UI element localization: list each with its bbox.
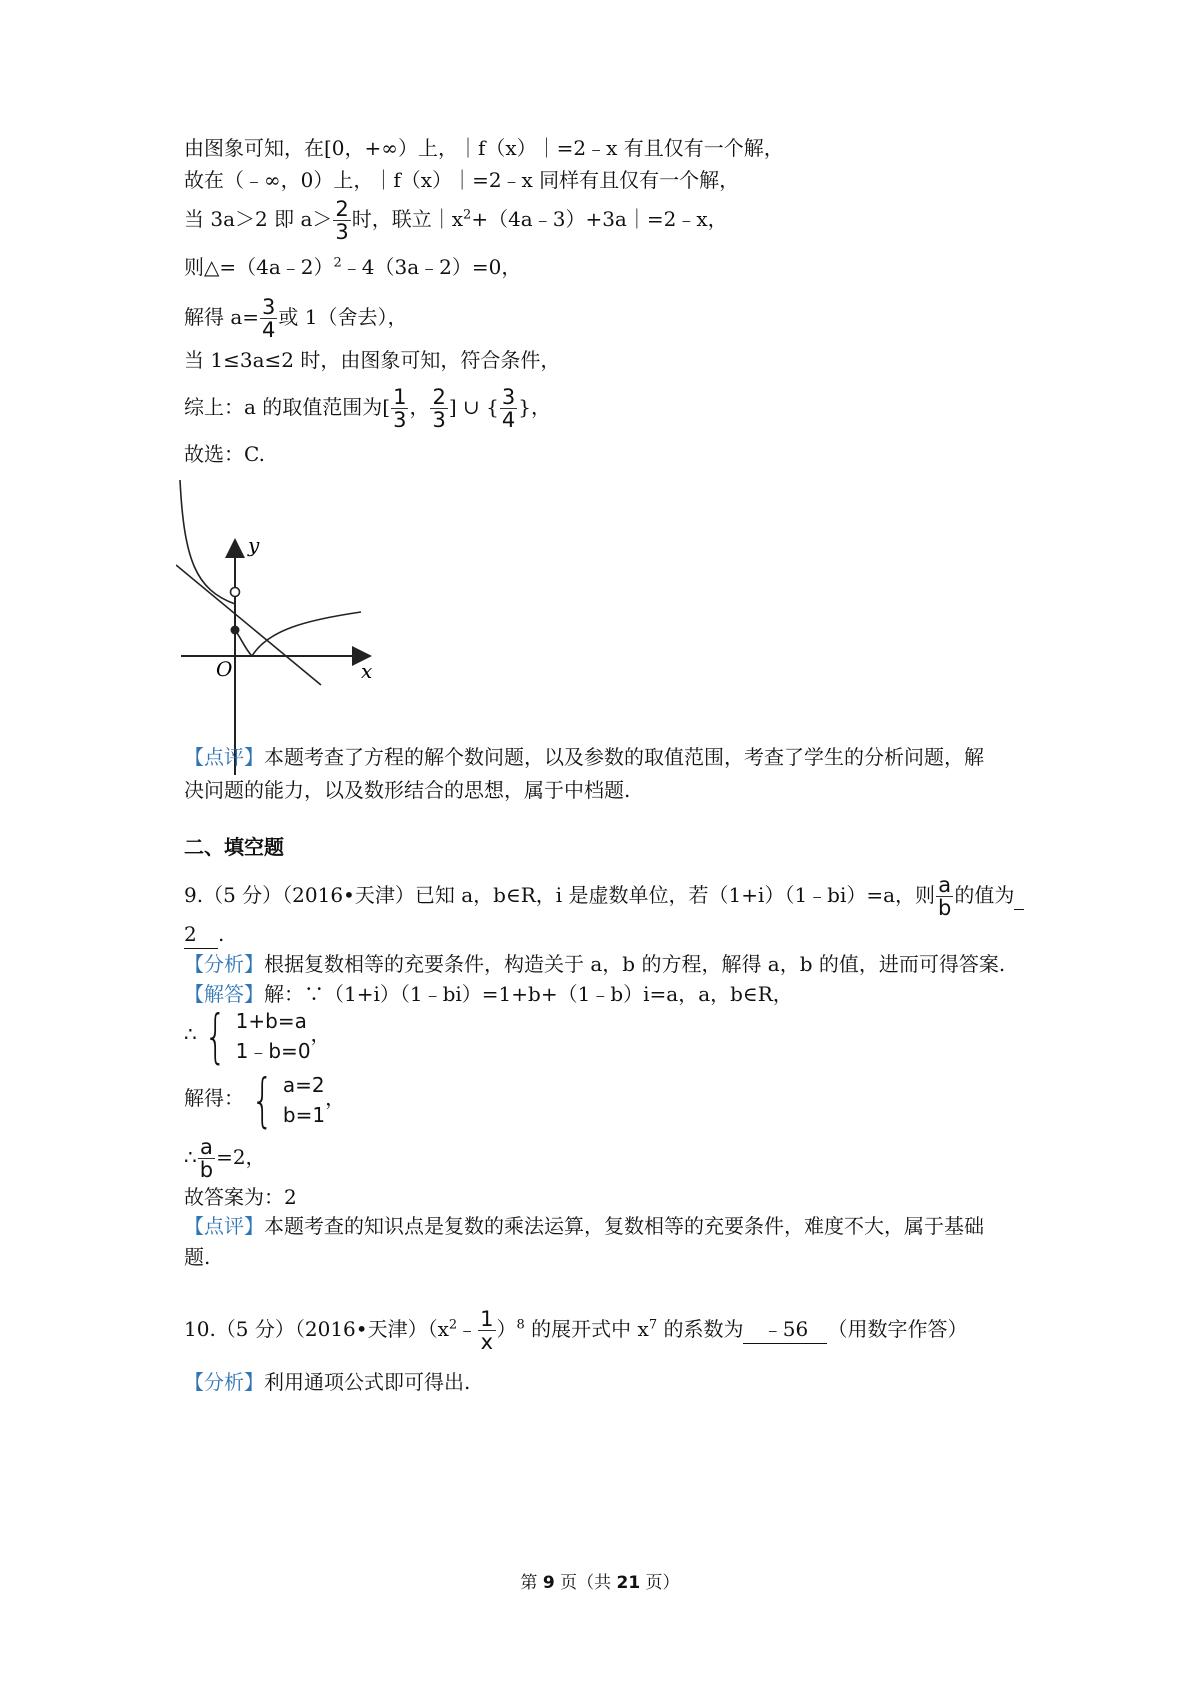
solution-line-7: 综上：a 的取值范围为[ $\frac{1}{3}$ ， $\frac{2}{3}$ ] ∪ { $\frac{3}{4}$ }， bbox=[184, 385, 551, 432]
review-tag: 【点评】 bbox=[184, 745, 264, 769]
q9-review-1: 【点评】本题考查的知识点是复数的乘法运算，复数相等的充要条件，难度不大，属于基础 bbox=[184, 1214, 984, 1238]
q10-stem: 10.（5 分）（2016•天津）（$x^2﹣$ $\frac{1}{x}$ ）$^8$ 的展开式中 $x^7$ 的系数为 ﹣56 （用数字作答） bbox=[184, 1307, 968, 1354]
solution-line-6: 当 1≤3a≤2 时，由图象可知，符合条件， bbox=[184, 348, 561, 372]
filled-point bbox=[231, 626, 240, 635]
q9-review-2: 题. bbox=[184, 1245, 211, 1269]
q9-analysis: 【分析】根据复数相等的充要条件，构造关于 a，b 的方程，解得 a，b 的值，进而可得答案. bbox=[184, 952, 1006, 976]
page-number: 9 bbox=[542, 1573, 555, 1593]
origin-label: O bbox=[216, 657, 233, 681]
function-graph bbox=[176, 480, 416, 780]
q9-ratio: ∴ $\frac{a}{b}$ =2， bbox=[184, 1135, 266, 1182]
q9-answer-blank: 2 bbox=[184, 920, 218, 949]
solution-line-3: 当 3a＞2 即 a＞ $\frac{2}{3}$ 时，联立$|x^2+(4a﹣3)+3a|=2﹣x$， bbox=[184, 197, 728, 244]
solution-line-1: 由图象可知，在[0，+∞）上，｜f（x）｜=2﹣x 有且仅有一个解， bbox=[184, 136, 784, 160]
q9-final-answer: 故答案为：2 bbox=[184, 1185, 297, 1209]
q10-answer-blank: ﹣56 bbox=[743, 1315, 827, 1344]
solution-line-5: 解得 a= $\frac{3}{4}$ 或 1（舍去）， bbox=[184, 295, 408, 342]
q9-answer-line: 2 . bbox=[184, 920, 224, 949]
fraction-three-quarters: $\frac{3}{4}$ bbox=[262, 295, 276, 342]
near-origin-curve bbox=[235, 630, 252, 656]
q9-system-1: ∴ { 1+b=a 1﹣b=0 ， bbox=[184, 1001, 331, 1070]
q10-analysis: 【分析】利用通项公式即可得出. bbox=[184, 1370, 471, 1394]
review-line-1: 【点评】本题考查了方程的解个数问题，以及参数的取值范围，考查了学生的分析问题，解 bbox=[184, 745, 984, 769]
q9-system-2: 解得： { a=2 b=1 ， bbox=[184, 1065, 346, 1134]
left-branch-curve bbox=[180, 480, 235, 604]
fraction-two-thirds: $\frac{2}{3}$ bbox=[335, 197, 349, 244]
total-pages: 21 bbox=[616, 1573, 641, 1593]
review-line-2: 决问题的能力，以及数形结合的思想，属于中档题. bbox=[184, 778, 631, 802]
solution-line-2: 故在（﹣∞，0）上，｜f（x）｜=2﹣x 同样有且仅有一个解， bbox=[184, 168, 740, 192]
page-footer: 第 9 页（共 21 页） bbox=[520, 1573, 680, 1593]
y-axis-label: y bbox=[248, 533, 260, 557]
right-branch-curve bbox=[252, 612, 361, 656]
q9-solution: 【解答】解：∵（1+i）（1﹣bi）=1+b+（1﹣b）i=a，a，b∈R， bbox=[184, 982, 793, 1006]
section-title: 二、填空题 bbox=[184, 835, 284, 859]
x-axis-label: x bbox=[361, 659, 373, 683]
solution-line-4: 则△=（4a﹣2）$^2$﹣4（3a﹣2）=0， bbox=[184, 255, 522, 279]
solution-answer-line: 故选：C. bbox=[184, 442, 265, 466]
open-point bbox=[231, 588, 240, 597]
q9-stem: 9.（5 分）（2016•天津）已知 a，b∈R，i 是虚数单位，若（1+i）（1﹣bi）=a，则 $\frac{a}{b}$ 的值为 bbox=[184, 874, 1024, 919]
